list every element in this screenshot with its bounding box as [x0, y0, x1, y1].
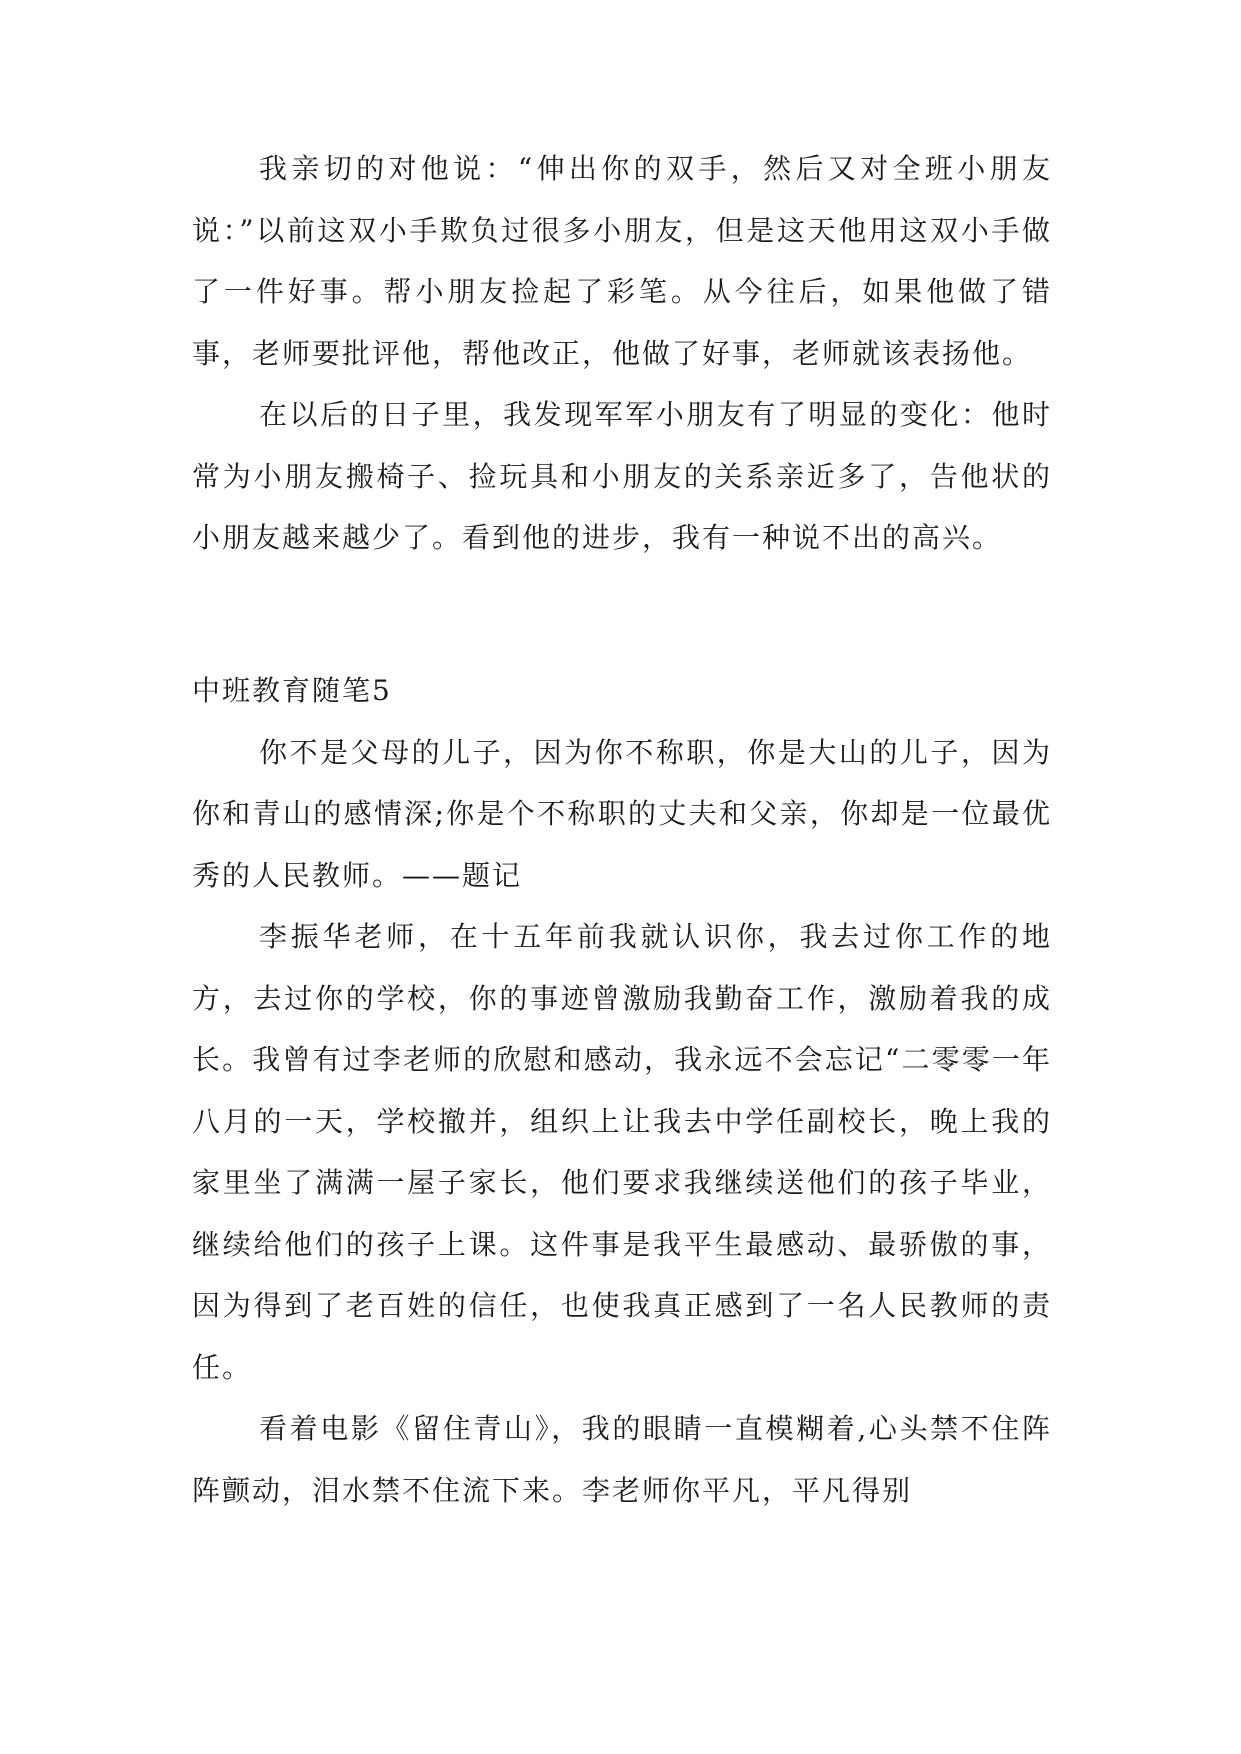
section-title: 中班教育随笔5	[192, 674, 392, 707]
paragraph-1: 我亲切的对他说：“伸出你的双手，然后又对全班小朋友说：”以前这双小手欺负过很多小朋友，但是这天他用这双小手做了一件好事。帮小朋友捡起了彩笔。从今往后，如果他做了错事，老师要批评他，帮他改正，他做了好事，老师就该表扬他。	[192, 152, 1052, 370]
paragraph-5: 看着电影《留住青山》，我的眼睛一直模糊着,心头禁不住阵阵颤动，泪水禁不住流下来。李老师你平凡，平凡得别	[192, 1412, 1052, 1507]
text-section-top	[192, 138, 1052, 569]
paragraph-2: 在以后的日子里，我发现军军小朋友有了明显的变化：他时常为小朋友搬椅子、捡玩具和小朋友的关系亲近多了，告他状的小朋友越来越少了。看到他的进步，我有一种说不出的高兴。	[192, 398, 1052, 554]
paragraph-4: 李振华老师，在十五年前我就认识你，我去过你工作的地方，去过你的学校，你的事迹曾激励我勤奋工作，激励着我的成长。我曾有过李老师的欣慰和感动，我永远不会忘记“二零零一年八月的一天，学校撤并，组织上让我去中学任副校长，晚上我的家里坐了满满一屋子家长，他们要求我继续送他们的孩子毕业，继续给他们的孩子上课。这件事是我平生最感动、最骄傲的事，因为得到了老百姓的信任，也使我真正感到了一名人民教师的责任。	[192, 920, 1052, 1384]
text-section-bottom	[192, 660, 1052, 1521]
paragraph-3: 你不是父母的儿子，因为你不称职，你是大山的儿子，因为你和青山的感情深;你是个不称职的丈夫和父亲，你却是一位最优秀的人民教师。——题记	[192, 735, 1052, 892]
